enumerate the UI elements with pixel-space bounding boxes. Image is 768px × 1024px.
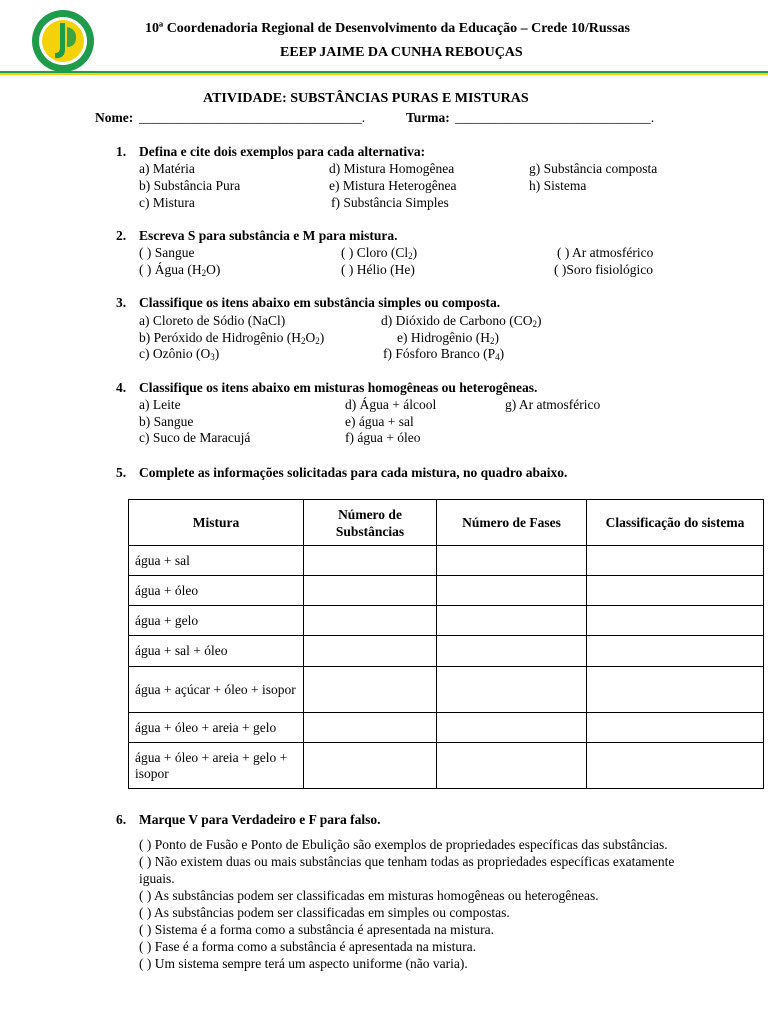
q6-item: ( ) Um sistema sempre terá um aspecto uniforme (não varia).	[139, 956, 468, 971]
classificacao-cell[interactable]	[587, 546, 764, 576]
q1-item-c: c) Mistura	[139, 195, 195, 210]
mistura-cell: água + óleo	[129, 576, 304, 606]
mistura-cell: água + açúcar + óleo + isopor	[129, 667, 304, 713]
header-classificacao: Classificação do sistema	[587, 500, 764, 546]
q5-text: Complete as informações solicitadas para cada mistura, no quadro abaixo.	[139, 465, 568, 480]
table-header-row	[129, 500, 764, 546]
q2-item-sangue: ( ) Sangue	[139, 245, 195, 260]
q4-text: Classifique os itens abaixo em misturas homogêneas ou heterogêneas.	[139, 380, 538, 395]
header-school-name: EEEP JAIME DA CUNHA REBOUÇAS	[280, 45, 523, 60]
table-row	[129, 713, 764, 743]
table-row	[129, 606, 764, 636]
substancias-cell[interactable]	[304, 606, 437, 636]
q4-item-g: g) Ar atmosférico	[505, 397, 601, 412]
q4-item-a: a) Leite	[139, 397, 181, 412]
table-row	[129, 636, 764, 667]
q2-item-ar: ( ) Ar atmosférico	[557, 245, 654, 260]
q3-number: 3.	[116, 295, 127, 310]
q2-item-cloro: ( ) Cloro $(Cl_2)$	[341, 245, 418, 261]
q1-item-h: h) Sistema	[529, 178, 587, 193]
fases-cell[interactable]	[437, 606, 587, 636]
mistura-cell: água + óleo + areia + gelo + isopor	[129, 743, 304, 789]
mistura-cell: água + óleo + areia + gelo	[129, 713, 304, 743]
q3-item-f: f) Fósforo Branco $(P_4)$	[383, 346, 505, 362]
fases-cell[interactable]	[437, 713, 587, 743]
classificacao-cell[interactable]	[587, 667, 764, 713]
q4-item-c: c) Suco de Maracujá	[139, 430, 251, 445]
school-logo	[31, 9, 95, 73]
q1-text: Defina e cite dois exemplos para cada alternativa:	[139, 144, 426, 159]
substancias-cell[interactable]	[304, 713, 437, 743]
q2-item-soro: ( )Soro fisiológico	[554, 262, 653, 277]
classificacao-cell[interactable]	[587, 743, 764, 789]
header-yellow-rule	[0, 73, 768, 75]
q3-item-d: d) Dióxido de Carbono $(CO_2)$	[381, 313, 542, 329]
q6-item: ( ) Fase é a forma como a substância é apresentada na mistura.	[139, 939, 476, 954]
q3-item-c: c) Ozônio $(O_3)$	[139, 346, 220, 362]
q1-item-e: e) Mistura Heterogênea	[329, 178, 457, 193]
nome-field[interactable]: _________________________________.	[139, 110, 366, 125]
q2-text: Escreva S para substância e M para mistura.	[139, 228, 398, 243]
table-row	[129, 576, 764, 606]
q6-item: ( ) As substâncias podem ser classificadas em misturas homogêneas ou heterogêneas.	[139, 888, 599, 903]
turma-label: Turma:	[406, 110, 450, 125]
q3-item-e: e) Hidrogênio $(H_2)$	[397, 330, 499, 346]
q2-item-helio: ( ) Hélio (He)	[341, 262, 415, 277]
q4-item-b: b) Sangue	[139, 414, 194, 429]
q1-item-f: f) Substância Simples	[331, 195, 449, 210]
classificacao-cell[interactable]	[587, 636, 764, 667]
q3-item-b: b) Peróxido de Hidrogênio $(H_2O_2)$	[139, 330, 325, 346]
fases-cell[interactable]	[437, 667, 587, 713]
substancias-cell[interactable]	[304, 546, 437, 576]
q1-item-g: g) Substância composta	[529, 161, 658, 176]
q6-item: ( ) Ponto de Fusão e Ponto de Ebulição são exemplos de propriedades específicas das substâncias.	[139, 837, 668, 852]
mistura-cell: água + sal + óleo	[129, 636, 304, 667]
q4-item-f: f) água + óleo	[345, 430, 421, 445]
classificacao-cell[interactable]	[587, 576, 764, 606]
q4-item-d: d) Água + álcool	[345, 397, 437, 412]
turma-field[interactable]: _____________________________.	[455, 110, 655, 125]
mistura-cell: água + sal	[129, 546, 304, 576]
mixtures-table	[128, 499, 764, 789]
fases-cell[interactable]	[437, 636, 587, 667]
q4-number: 4.	[116, 380, 127, 395]
q3-item-a: a) Cloreto de Sódio (NaCl)	[139, 313, 286, 328]
q2-number: 2.	[116, 228, 127, 243]
q1-number: 1.	[116, 144, 127, 159]
substancias-cell[interactable]	[304, 667, 437, 713]
table-row	[129, 546, 764, 576]
fases-cell[interactable]	[437, 743, 587, 789]
header-numero-fases: Número de Fases	[437, 500, 587, 546]
q6-item: ( ) As substâncias podem ser classificadas em simples ou compostas.	[139, 905, 510, 920]
table-row	[129, 667, 764, 713]
q6-item: ( ) Sistema é a forma como a substância é apresentada na mistura.	[139, 922, 494, 937]
q6-item: ( ) Não existem duas ou mais substâncias que tenham todas as propriedades específicas exatamente iguais.	[139, 854, 675, 886]
q2-item-agua: ( ) Água $(H_2O)$	[139, 262, 221, 278]
header-coordenadoria: 10ª Coordenadoria Regional de Desenvolvimento da Educação – Crede 10/Russas	[145, 21, 631, 36]
substancias-cell[interactable]	[304, 576, 437, 606]
classificacao-cell[interactable]	[587, 606, 764, 636]
mistura-cell: água + gelo	[129, 606, 304, 636]
q3-text: Classifique os itens abaixo em substância simples ou composta.	[139, 295, 501, 310]
header-mistura: Mistura	[129, 500, 304, 546]
q1-item-b: b) Substância Pura	[139, 178, 241, 193]
nome-label: Nome:	[95, 110, 134, 125]
classificacao-cell[interactable]	[587, 713, 764, 743]
substancias-cell[interactable]	[304, 636, 437, 667]
q6-number: 6.	[116, 812, 127, 827]
table-row	[129, 743, 764, 789]
fases-cell[interactable]	[437, 546, 587, 576]
page-title: ATIVIDADE: SUBSTÂNCIAS PURAS E MISTURAS	[203, 91, 529, 106]
substancias-cell[interactable]	[304, 743, 437, 789]
q6-text: Marque V para Verdadeiro e F para falso.	[139, 812, 381, 827]
q4-item-e: e) água + sal	[345, 414, 414, 429]
q5-number: 5.	[116, 465, 127, 480]
q1-item-a: a) Matéria	[139, 161, 195, 176]
header-numero-substancias: Número de Substâncias	[304, 500, 437, 546]
fases-cell[interactable]	[437, 576, 587, 606]
q6-statements	[139, 836, 679, 972]
q1-item-d: d) Mistura Homogênea	[329, 161, 455, 176]
